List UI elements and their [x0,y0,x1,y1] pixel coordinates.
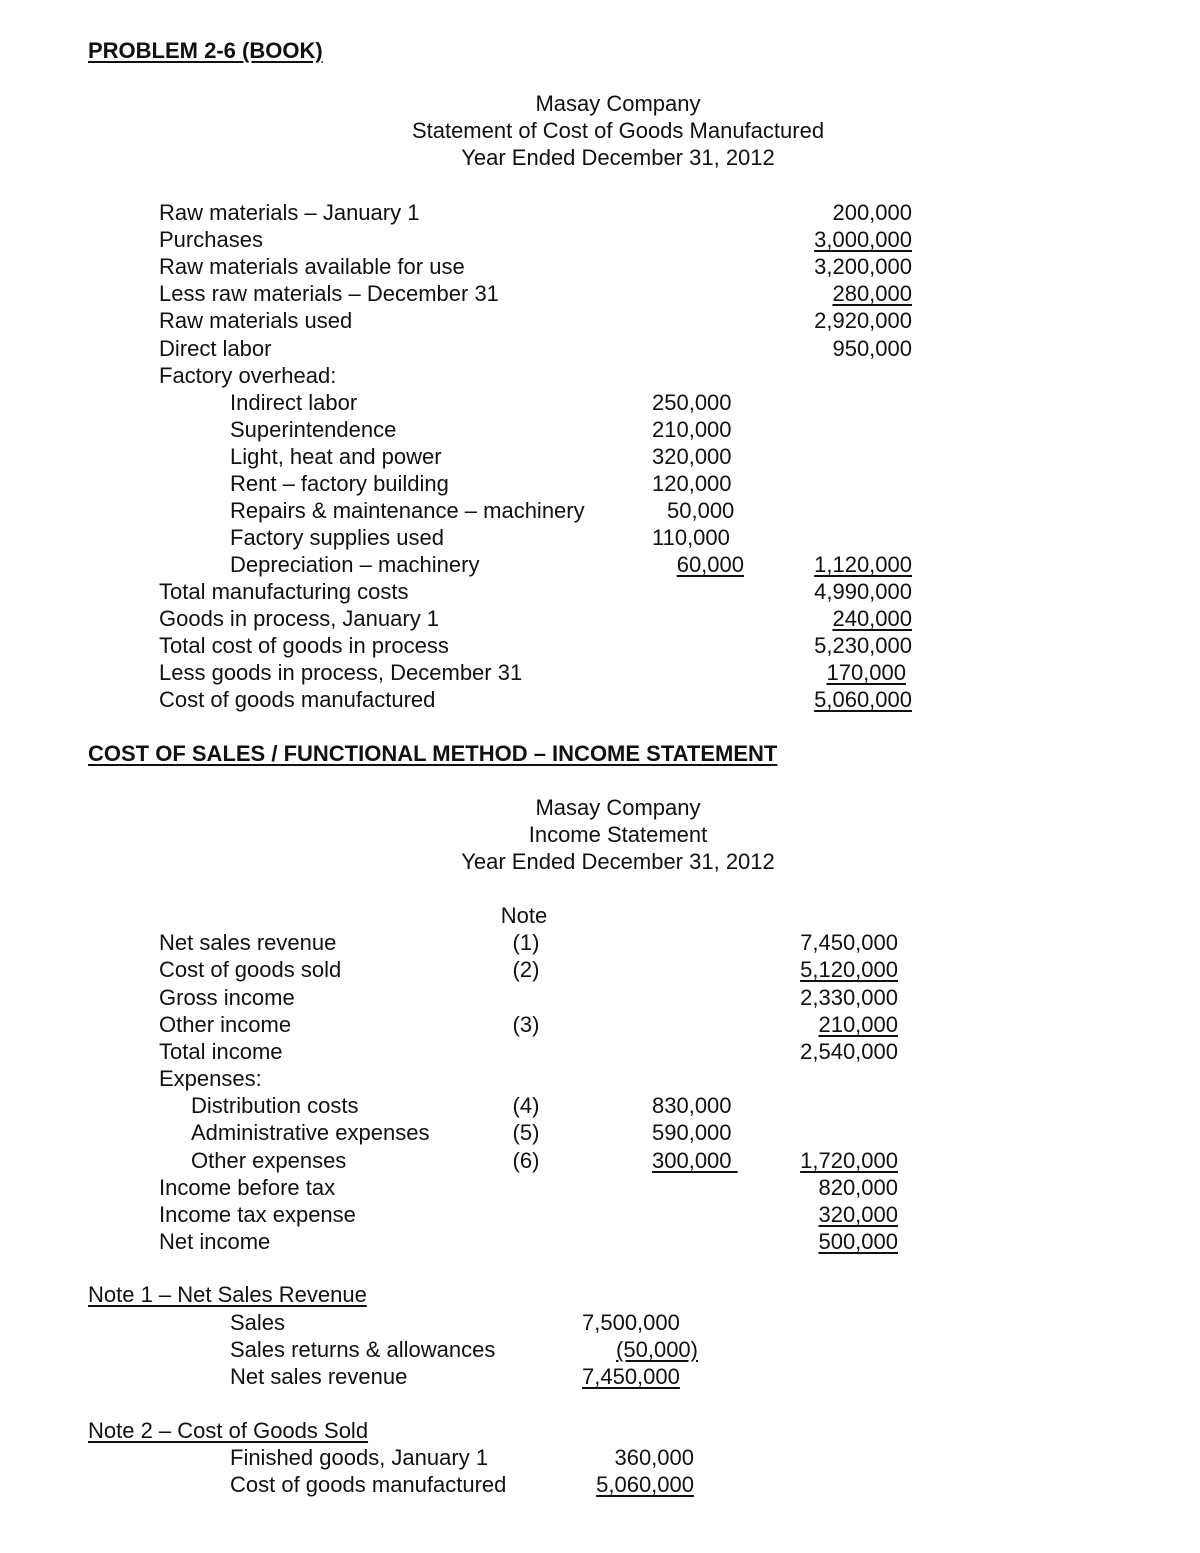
cogm-row-label: Cost of goods manufactured [159,687,436,712]
note1-row-label: Sales [230,1310,286,1335]
income-row-note: (2) [512,957,540,982]
income-row-amount: 2,540,000 [800,1039,898,1064]
cogm-row-label: Purchases [159,227,263,252]
note1-row-label: Sales returns & allowances [230,1337,496,1362]
cogm-row-amount: 280,000 [832,281,912,306]
note2-row-amount: 5,060,000 [596,1472,694,1497]
cogm-row-label: Depreciation – machinery [230,552,480,577]
income-row-label: Expenses: [159,1066,262,1091]
cogm-row-amount: 170,000 [826,660,906,685]
income-row-amount: 320,000 [818,1202,898,1227]
problem-heading: PROBLEM 2-6 (BOOK) [88,38,323,63]
income-row-note: (5) [512,1120,540,1145]
note1-row-amount: 7,500,000 [582,1310,680,1335]
income-company: Masay Company [535,795,701,820]
cogm-row-amount: 5,230,000 [814,633,912,658]
income-row-amount: 2,330,000 [800,985,898,1010]
note2-row-label: Finished goods, January 1 [230,1445,489,1470]
cogm-row-label: Total cost of goods in process [159,633,449,658]
cogm-row-amount: 3,000,000 [814,227,912,252]
note-column-header: Note [500,903,548,928]
income-row-label: Income tax expense [159,1202,356,1227]
income-title: Income Statement [528,822,708,847]
income-row-amount: 5,120,000 [800,957,898,982]
cogm-row-label: Factory overhead: [159,363,337,388]
cogm-row-subamount: 120,000 [652,471,732,496]
income-row-note: (6) [512,1148,540,1173]
note1-row-amount: (50,000) [616,1337,698,1362]
cogm-row-subamount: 210,000 [652,417,732,442]
cogm-row-label: Total manufacturing costs [159,579,409,604]
income-period: Year Ended December 31, 2012 [461,849,775,874]
note2-heading: Note 2 – Cost of Goods Sold [88,1418,369,1443]
cogm-row-label: Less raw materials – December 31 [159,281,499,306]
note1-row-label: Net sales revenue [230,1364,408,1389]
cogm-title: Statement of Cost of Goods Manufactured [411,118,825,143]
income-row-amount: 500,000 [818,1229,898,1254]
cogm-row-subamount: 50,000 [667,498,735,523]
income-row-label: Income before tax [159,1175,336,1200]
cogm-period: Year Ended December 31, 2012 [461,145,775,170]
income-row-note: (1) [512,930,540,955]
income-row-label: Other expenses [191,1148,347,1173]
cogm-row-label: Direct labor [159,336,272,361]
note1-row-amount: 7,450,000 [582,1364,680,1389]
cogm-row-label: Rent – factory building [230,471,449,496]
section-heading: COST OF SALES / FUNCTIONAL METHOD – INCOME STATEMENT [88,741,778,766]
income-row-subamount: 590,000 [652,1120,732,1145]
cogm-row-subamount: 320,000 [652,444,732,469]
cogm-row-label: Raw materials used [159,308,353,333]
income-row-amount: 1,720,000 [800,1148,898,1173]
cogm-row-subamount: 60,000 [676,552,744,577]
income-row-label: Gross income [159,985,295,1010]
income-row-label: Net income [159,1229,271,1254]
cogm-row-label: Indirect labor [230,390,358,415]
income-row-note: (3) [512,1012,540,1037]
cogm-row-subamount: 110,000 [652,525,730,550]
income-row-amount: 820,000 [818,1175,898,1200]
cogm-row-label: Less goods in process, December 31 [159,660,523,685]
income-row-amount: 210,000 [818,1012,898,1037]
income-row-label: Administrative expenses [191,1120,430,1145]
income-row-label: Other income [159,1012,292,1037]
cogm-row-label: Repairs & maintenance – machinery [230,498,585,523]
cogm-row-amount: 4,990,000 [814,579,912,604]
cogm-row-label: Raw materials available for use [159,254,465,279]
cogm-row-label: Factory supplies used [230,525,444,550]
income-row-label: Distribution costs [191,1093,359,1118]
note2-row-amount: 360,000 [614,1445,694,1470]
cogm-row-amount: 950,000 [832,336,912,361]
cogm-row-amount: 200,000 [832,200,912,225]
cogm-row-label: Superintendence [230,417,397,442]
cogm-row-amount: 1,120,000 [814,552,912,577]
cogm-row-amount: 2,920,000 [814,308,912,333]
cogm-row-subamount: 250,000 [652,390,732,415]
income-row-amount: 7,450,000 [800,930,898,955]
income-row-label: Net sales revenue [159,930,337,955]
cogm-company: Masay Company [535,91,701,116]
cogm-row-amount: 3,200,000 [814,254,912,279]
note1-heading: Note 1 – Net Sales Revenue [88,1282,367,1307]
income-row-subamount: 300,000 [652,1148,732,1173]
cogm-row-label: Goods in process, January 1 [159,606,440,631]
income-row-label: Total income [159,1039,283,1064]
cogm-row-label: Raw materials – January 1 [159,200,420,225]
cogm-row-amount: 5,060,000 [814,687,912,712]
note2-row-label: Cost of goods manufactured [230,1472,507,1497]
income-row-label: Cost of goods sold [159,957,342,982]
income-row-note: (4) [512,1093,540,1118]
cogm-row-label: Light, heat and power [230,444,442,469]
income-row-subamount: 830,000 [652,1093,732,1118]
cogm-row-amount: 240,000 [832,606,912,631]
